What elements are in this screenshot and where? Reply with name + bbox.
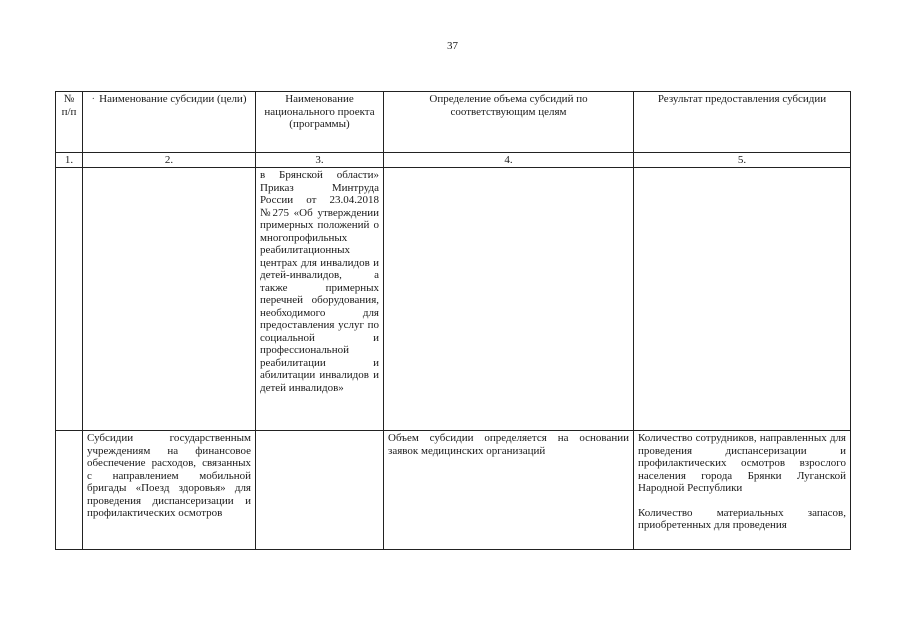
table-row — [56, 168, 851, 431]
header-mark: · — [91, 93, 96, 105]
result-item-supplies: Количество материальных запасов, приобретенных для проведения — [638, 506, 846, 531]
page-number: 37 — [447, 40, 458, 52]
subsidy-table — [55, 91, 851, 550]
header-subsidy — [83, 92, 256, 153]
header-project: Наименование национального проекта (программы) — [256, 92, 384, 153]
row-result — [634, 431, 851, 550]
row-subsidy — [83, 168, 256, 431]
table-header-row — [56, 92, 851, 153]
row-subsidy: Субсидии государственным учреждениям на финансовое обеспечение расходов, связанных с направлением мобильной бригады «Поезд здоровья» для проведения диспансеризации и профилактических осмотров — [83, 431, 256, 550]
header-number: № п/п — [56, 92, 83, 153]
paragraph-gap — [638, 495, 846, 507]
table-row — [56, 431, 851, 550]
row-result — [634, 168, 851, 431]
header-volume: Определение объема субсидий по соответствующим целям — [384, 92, 634, 153]
row-project: в Брянской области» Приказ Минтруда России от 23.04.2018 №275 «Об утверждении примерных положений о многопрофильных реабилитационных центрах для инвалидов и детей-инвалидов, а также примерных перечней оборудования, необходимого для предоставления услуг по социальной и профессиональной реабилитации и абилитации инвалидов и детей инвалидов» — [256, 168, 384, 431]
result-item-staff: Количество сотрудников, направленных для проведения диспансеризации и профилактических осмотров взрослого населения города Брянки Луганской Народной Республики — [638, 432, 846, 494]
column-number-3: 3. — [256, 153, 384, 168]
column-number-5: 5. — [634, 153, 851, 168]
column-number-2: 2. — [83, 153, 256, 168]
row-number — [56, 431, 83, 550]
row-volume: Объем субсидии определяется на основании заявок медицинских организаций — [384, 431, 634, 550]
header-result: Результат предоставления субсидии — [634, 92, 851, 153]
column-number-4: 4. — [384, 153, 634, 168]
row-number — [56, 168, 83, 431]
column-number-1: 1. — [56, 153, 83, 168]
column-number-row — [56, 153, 851, 168]
header-subsidy-label: Наименование субсидии (цели) — [99, 93, 247, 105]
row-volume — [384, 168, 634, 431]
row-project — [256, 431, 384, 550]
